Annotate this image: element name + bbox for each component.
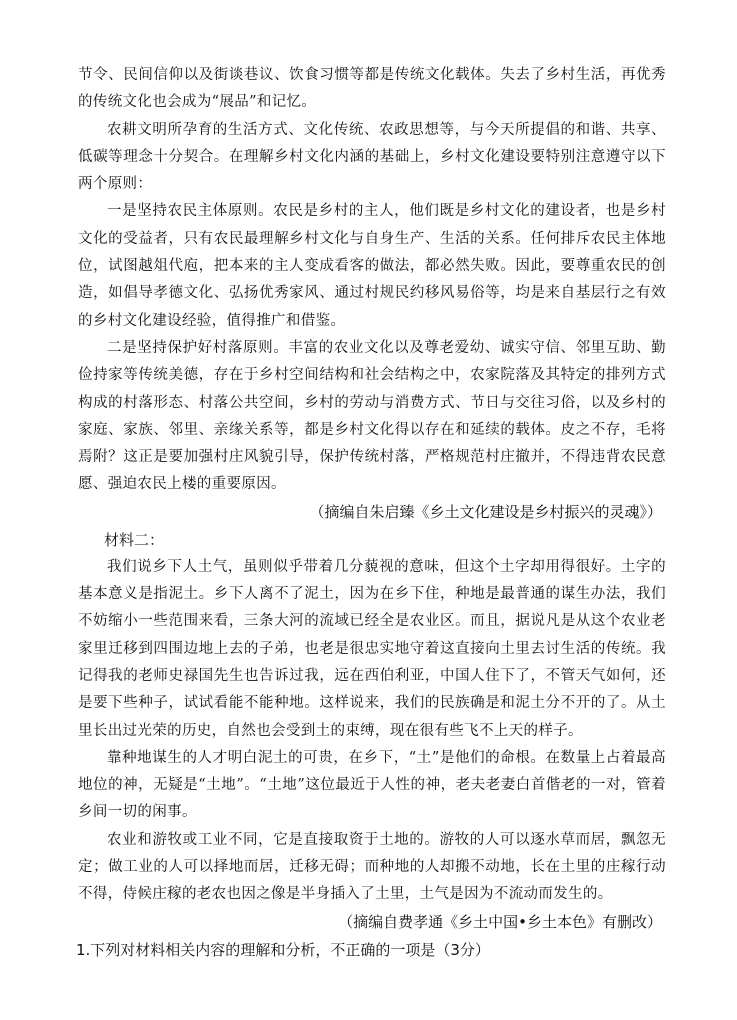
paragraph-3: 一是坚持农民主体原则。农民是乡村的主人，他们既是乡村文化的建设者，也是乡村文化的受益者，只有农民最理解乡村文化与自身生产、生活的关系。任何排斥农民主体地位，试图越俎代庖，把本来的主人变成看客的做法，都必然失败。因此，要尊重农民的创造，如倡导孝德文化、弘扬优秀家风、通过村规民约移风易俗等，均是来自基层行之有效的乡村文化建设经验，值得推广和借鉴。 <box>78 203 666 329</box>
paragraph-5: 我们说乡下人土气，虽则似乎带着几分藐视的意味，但这个土字却用得很好。土字的基本意义是指泥土。乡下人离不了泥土，因为在乡下住，种地是最普通的谋生办法，我们不妨缩小一些范围来看，三条大河的流域已经全是农业区。而且，据说凡是从这个农业老家里迁移到四围边地上去的子弟，也老是很忠实地守着这直接向土里去讨生活的传统。我记得我的老师史禄国先生也告诉过我，远在西伯利亚，中国人住下了，不管天气如何，还是要下些种子，试试看能不能种地。这样说来，我们的民族确是和泥土分不开的了。从土里长出过光荣的历史，自然也会受到土的束缚，现在很有些飞不上天的样子。 <box>78 558 666 739</box>
paragraph-7: 农业和游牧或工业不同，它是直接取资于土地的。游牧的人可以逐水草而居，飘忽无定；做工业的人可以择地而居，迁移无碍；而种地的人却搬不动地，长在土里的庄稼行动不得，侍候庄稼的老农也因之像是半身插入了土里，土气是因为不流动而发生的。 <box>78 831 666 903</box>
document-page <box>78 62 666 964</box>
paragraph-4: 二是坚持保护好村落原则。丰富的农业文化以及尊老爱幼、诚实守信、邻里互助、勤俭持家等传统美德，存在于乡村空间结构和社会结构之中，农家院落及其特定的排列方式构成的村落形态、村落公共空间，乡村的劳动与消费方式、节日与交往习俗，以及乡村的家庭、家族、邻里、亲缘关系等，都是乡村文化得以存在和延续的载体。皮之不存，毛将焉附？这正是要加强村庄风貌引导，保护传统村落，严格规范村庄撤并，不得违背农民意愿、强迫农民上楼的重要原因。 <box>78 339 666 493</box>
material-2-heading: 材料二： <box>104 530 165 549</box>
source-citation-2: （摘编自费孝通《乡土中国•乡土本色》有删改） <box>338 912 662 931</box>
source-citation-1: （摘编自朱启臻《乡土文化建设是乡村振兴的灵魂》） <box>309 502 662 521</box>
paragraph-2: 农耕文明所孕育的生活方式、文化传统、农政思想等，与今天所提倡的和谐、共享、低碳等理念十分契合。在理解乡村文化内涵的基础上，乡村文化建设要特别注意遵守以下两个原则： <box>78 121 666 193</box>
question-1: 1.下列对材料相关内容的理解和分析，不正确的一项是（3分） <box>76 940 490 959</box>
paragraph-6: 靠种地谋生的人才明白泥土的可贵，在乡下，“土”是他们的命根。在数量上占着最高地位的神，无疑是“土地”。“土地”这位最近于人性的神，老夫老妻白首偕老的一对，管着乡间一切的闲事。 <box>78 749 666 821</box>
paragraph-1: 节令、民间信仰以及街谈巷议、饮食习惯等都是传统文化载体。失去了乡村生活，再优秀的传统文化也会成为“展品”和记忆。 <box>78 67 666 111</box>
